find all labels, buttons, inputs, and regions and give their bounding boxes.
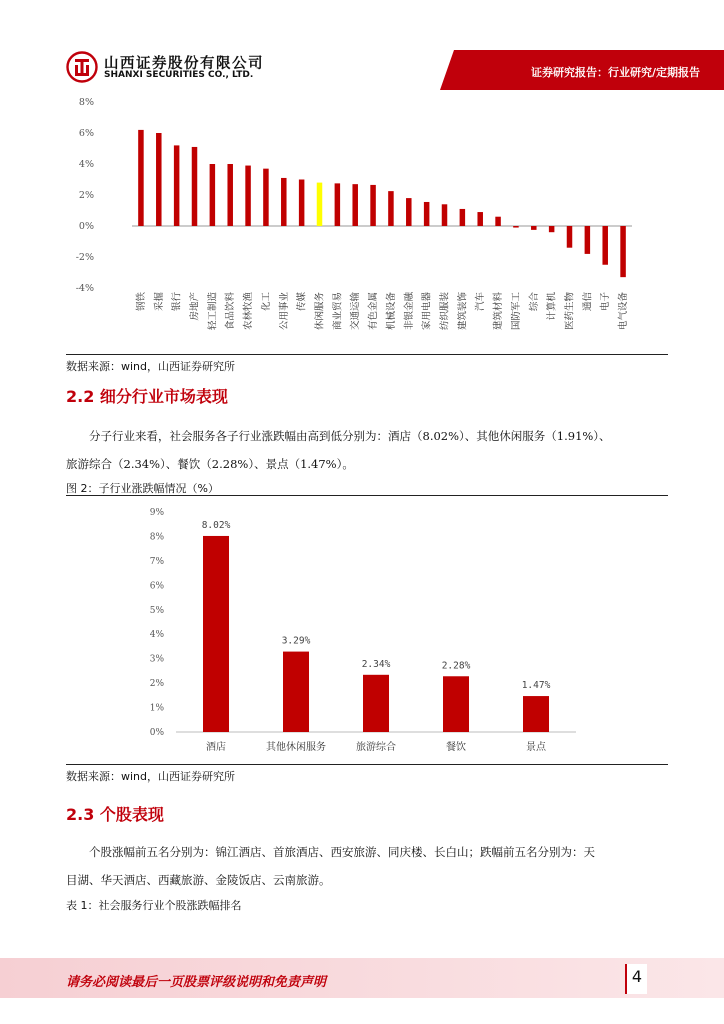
bar	[549, 226, 555, 232]
company-name-cn: 山西证券股份有限公司	[104, 56, 264, 72]
y-tick-label: 3%	[149, 654, 164, 665]
bar	[585, 226, 591, 254]
bar	[443, 676, 469, 732]
x-tick-label: 电气设备	[618, 292, 630, 331]
y-tick-label: -2%	[75, 252, 94, 263]
x-tick-label: 通信	[582, 292, 594, 312]
bar	[283, 652, 309, 732]
y-tick-label: 2%	[78, 190, 94, 201]
data-label: 8.02%	[201, 519, 231, 531]
section-title-2-2: 2.2 细分行业市场表现	[66, 387, 228, 406]
x-tick-label: 家用电器	[421, 292, 433, 331]
bar	[335, 183, 341, 226]
page-header	[0, 0, 724, 92]
paragraph-2-3-line2: 目湖、华天酒店、西藏旅游、金陵饭店、云南旅游。	[66, 873, 331, 887]
x-tick-label: 旅游综合	[356, 742, 396, 753]
bar	[442, 204, 448, 226]
bar	[531, 226, 537, 230]
x-tick-label: 农林牧渔	[243, 292, 255, 331]
divider	[66, 495, 668, 496]
x-tick-label: 传媒	[296, 292, 308, 312]
x-tick-label: 计算机	[546, 291, 558, 321]
y-tick-label: 6%	[149, 581, 164, 592]
table-caption: 表 1：社会服务行业个股涨跌幅排名	[66, 899, 242, 912]
bar	[602, 226, 608, 265]
x-tick-label: 轻工制造	[207, 292, 219, 331]
data-label: 2.34%	[361, 658, 391, 670]
bar	[495, 217, 501, 226]
bar	[620, 226, 626, 277]
y-tick-label: 9%	[149, 508, 164, 518]
x-tick-label: 酒店	[206, 742, 226, 753]
bar	[388, 191, 394, 226]
sub-industry-change-chart	[66, 500, 660, 762]
bar	[363, 675, 389, 732]
bar	[203, 536, 229, 732]
section-title-2-3: 2.3 个股表现	[66, 805, 164, 824]
bar	[210, 164, 216, 226]
y-tick-label: 4%	[149, 630, 164, 641]
x-tick-label: 有色金属	[368, 292, 380, 331]
paragraph-2-2-line1: 分子行业来看，社会服务各子行业涨跌幅由高到低分别为：酒店（8.02%）、其他休闲服务（1.91%）、	[89, 429, 611, 443]
x-tick-label: 非银金融	[403, 292, 415, 331]
x-tick-label: 建筑材料	[493, 292, 505, 331]
data-label: 2.28%	[441, 660, 471, 672]
bar	[477, 212, 483, 226]
bar	[156, 133, 162, 226]
page-number: 4	[631, 967, 643, 986]
paragraph-2-2-line2: 旅游综合（2.34%）、餐饮（2.28%）、景点（1.47%）。	[66, 457, 354, 471]
y-tick-label: 7%	[149, 556, 164, 567]
divider	[66, 354, 668, 355]
y-tick-label: 8%	[78, 97, 94, 108]
bar	[567, 226, 573, 248]
y-tick-label: 5%	[149, 605, 164, 616]
data-label: 3.29%	[281, 635, 311, 647]
divider	[66, 764, 668, 765]
x-tick-label: 机械设备	[385, 292, 397, 331]
y-tick-label: 8%	[149, 532, 164, 543]
x-tick-label: 景点	[526, 742, 546, 753]
bar	[317, 183, 323, 226]
company-name-en: SHANXI SECURITIES CO., LTD.	[104, 70, 254, 80]
x-tick-label: 建筑装饰	[457, 292, 469, 331]
disclaimer-notice: 请务必阅读最后一页股票评级说明和免责声明	[66, 975, 327, 990]
x-tick-label: 商业贸易	[332, 292, 344, 331]
bar	[513, 226, 519, 228]
bar	[370, 185, 376, 226]
bar	[460, 209, 466, 226]
bar	[138, 130, 144, 226]
x-tick-label: 休闲服务	[314, 292, 326, 331]
x-tick-label: 综合	[528, 292, 540, 312]
x-tick-label: 汽车	[475, 292, 487, 312]
bar	[406, 198, 412, 226]
data-source-note: 数据来源：wind，山西证券研究所	[66, 770, 236, 783]
bar	[174, 145, 180, 226]
figure-caption: 图 2：子行业涨跌幅情况（%）	[66, 482, 219, 495]
x-tick-label: 餐饮	[446, 742, 466, 753]
bar	[281, 178, 287, 226]
report-type-label: 证券研究报告：行业研究/定期报告	[530, 66, 700, 79]
bar	[523, 696, 549, 732]
x-tick-label: 电子	[600, 292, 612, 312]
paragraph-2-3-line1: 个股涨幅前五名分别为：锦江酒店、首旅酒店、西安旅游、同庆楼、长白山；跌幅前五名分别为：天	[89, 845, 595, 859]
industry-change-chart	[60, 94, 670, 356]
x-tick-label: 交通运输	[350, 292, 362, 331]
bar	[263, 169, 269, 226]
bar	[192, 147, 198, 226]
x-tick-label: 国防军工	[510, 292, 522, 331]
y-tick-label: 6%	[78, 128, 94, 139]
x-tick-label: 食品饮料	[225, 292, 237, 331]
x-tick-label: 采掘	[153, 292, 165, 312]
data-source-note: 数据来源：wind，山西证券研究所	[66, 360, 236, 373]
x-tick-label: 房地产	[189, 292, 201, 321]
y-tick-label: -4%	[75, 283, 94, 294]
company-logo-icon	[66, 51, 98, 83]
y-tick-label: 2%	[149, 679, 164, 690]
y-tick-label: 0%	[78, 221, 94, 232]
x-tick-label: 化工	[260, 292, 272, 312]
y-tick-label: 4%	[78, 159, 94, 170]
x-tick-label: 钢铁	[135, 292, 147, 312]
bar	[299, 180, 305, 227]
y-tick-label: 1%	[149, 703, 164, 714]
bar	[245, 166, 251, 226]
x-tick-label: 银行	[171, 292, 183, 312]
x-tick-label: 医药生物	[564, 292, 576, 331]
data-label: 1.47%	[521, 680, 551, 692]
bar	[424, 202, 430, 226]
x-tick-label: 纺织服装	[439, 292, 451, 331]
x-tick-label: 公用事业	[278, 292, 290, 331]
bar	[227, 164, 233, 226]
bar	[352, 184, 358, 226]
x-tick-label: 其他休闲服务	[266, 742, 326, 753]
y-tick-label: 0%	[149, 728, 164, 738]
